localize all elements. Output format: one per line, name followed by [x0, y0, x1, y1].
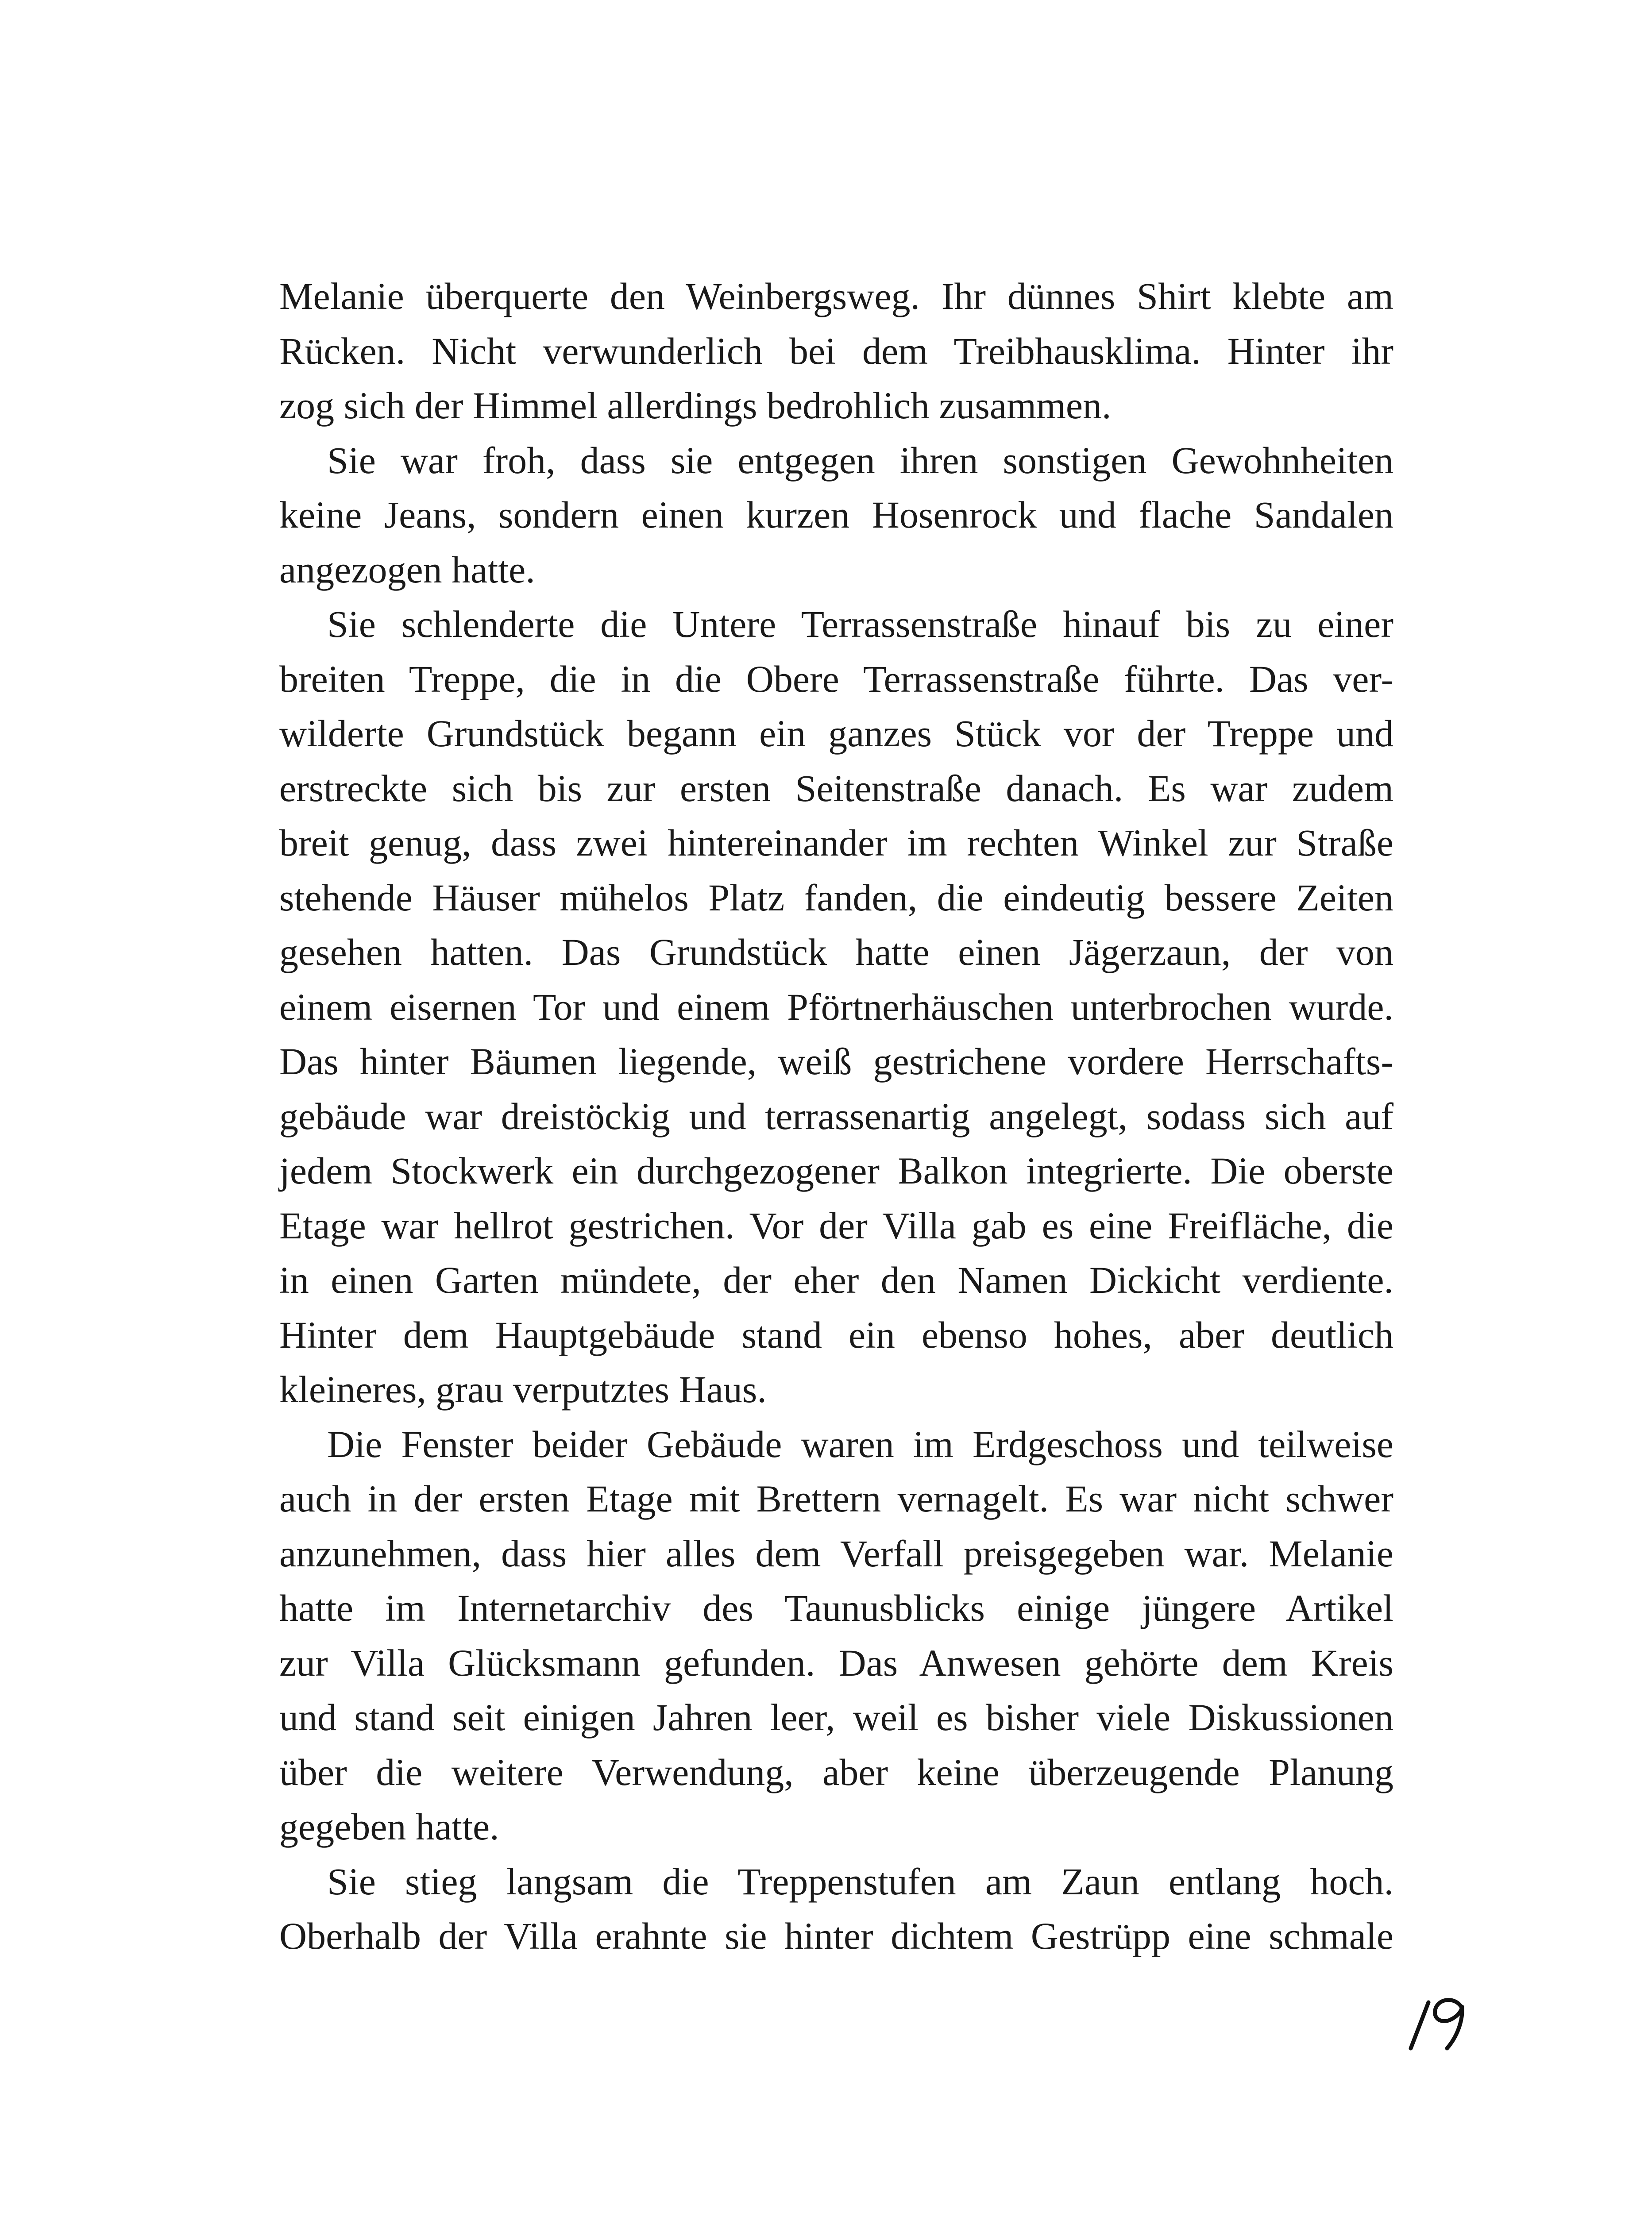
text-line: Das hinter Bäumen liegende, weiß gestrichene vordere Herrschafts-: [279, 1040, 1393, 1083]
page-number-glyph: [1405, 1987, 1476, 2058]
body-text: [279, 269, 1393, 1964]
text-line: Oberhalb der Villa erahnte sie hinter dichtem Gestrüpp eine schmale: [279, 1915, 1393, 1957]
paragraph: [279, 1854, 1393, 1964]
page-number: [1405, 1987, 1476, 2058]
text-line: breit genug, dass zwei hintereinander im rechten Winkel zur Straße: [279, 821, 1393, 864]
text-line: und stand seit einigen Jahren leer, weil es bisher viele Diskussionen: [279, 1696, 1393, 1739]
text-line: anzunehmen, dass hier alles dem Verfall preisgegeben war. Melanie: [279, 1532, 1393, 1575]
text-line: stehende Häuser mühelos Platz fanden, die eindeutig bessere Zeiten: [279, 876, 1393, 919]
text-line: in einen Garten mündete, der eher den Namen Dickicht verdiente.: [279, 1259, 1393, 1301]
text-line: angezogen hatte.: [279, 548, 535, 591]
text-line: erstreckte sich bis zur ersten Seitenstraße danach. Es war zudem: [279, 767, 1393, 810]
paragraph: [279, 1417, 1393, 1854]
text-line: zog sich der Himmel allerdings bedrohlich zusammen.: [279, 384, 1112, 427]
text-line: Sie stieg langsam die Treppenstufen am Zaun entlang hoch.: [327, 1860, 1393, 1903]
text-line: Rücken. Nicht verwunderlich bei dem Treibhausklima. Hinter ihr: [279, 329, 1393, 372]
text-line: Etage war hellrot gestrichen. Vor der Villa gab es eine Freifläche, die: [279, 1204, 1393, 1247]
text-line: jedem Stockwerk ein durchgezogener Balkon integrierte. Die oberste: [279, 1149, 1393, 1192]
text-line: Sie schlenderte die Untere Terrassenstraße hinauf bis zu einer: [327, 603, 1393, 645]
text-line: keine Jeans, sondern einen kurzen Hosenrock und flache Sandalen: [279, 493, 1393, 536]
text-line: zur Villa Glücksmann gefunden. Das Anwesen gehörte dem Kreis: [279, 1641, 1393, 1684]
text-line: über die weitere Verwendung, aber keine überzeugende Planung: [279, 1750, 1393, 1793]
text-line: wilderte Grundstück begann ein ganzes Stück vor der Treppe und: [279, 712, 1393, 755]
text-line: hatte im Internetarchiv des Taunusblicks einige jüngere Artikel: [279, 1587, 1393, 1629]
text-line: breiten Treppe, die in die Obere Terrassenstraße führte. Das ver-: [279, 657, 1393, 700]
text-line: kleineres, grau verputztes Haus.: [279, 1368, 767, 1411]
text-line: gegeben hatte.: [279, 1805, 499, 1848]
text-line: gebäude war dreistöckig und terrassenartig angelegt, sodass sich auf: [279, 1095, 1393, 1137]
paragraph: [279, 269, 1393, 433]
text-line: Melanie überquerte den Weinbergsweg. Ihr dünnes Shirt klebte am: [279, 275, 1393, 317]
text-line: Hinter dem Hauptgebäude stand ein ebenso hohes, aber deutlich: [279, 1313, 1393, 1356]
text-line: einem eisernen Tor und einem Pförtnerhäuschen unterbrochen wurde.: [279, 985, 1393, 1028]
text-line: Die Fenster beider Gebäude waren im Erdgeschoss und teilweise: [327, 1423, 1393, 1465]
text-line: Sie war froh, dass sie entgegen ihren sonstigen Gewohnheiten: [327, 439, 1393, 482]
text-line: gesehen hatten. Das Grundstück hatte einen Jägerzaun, der von: [279, 931, 1393, 973]
paragraph: [279, 597, 1393, 1417]
text-line: auch in der ersten Etage mit Brettern vernagelt. Es war nicht schwer: [279, 1477, 1393, 1520]
paragraph: [279, 433, 1393, 598]
